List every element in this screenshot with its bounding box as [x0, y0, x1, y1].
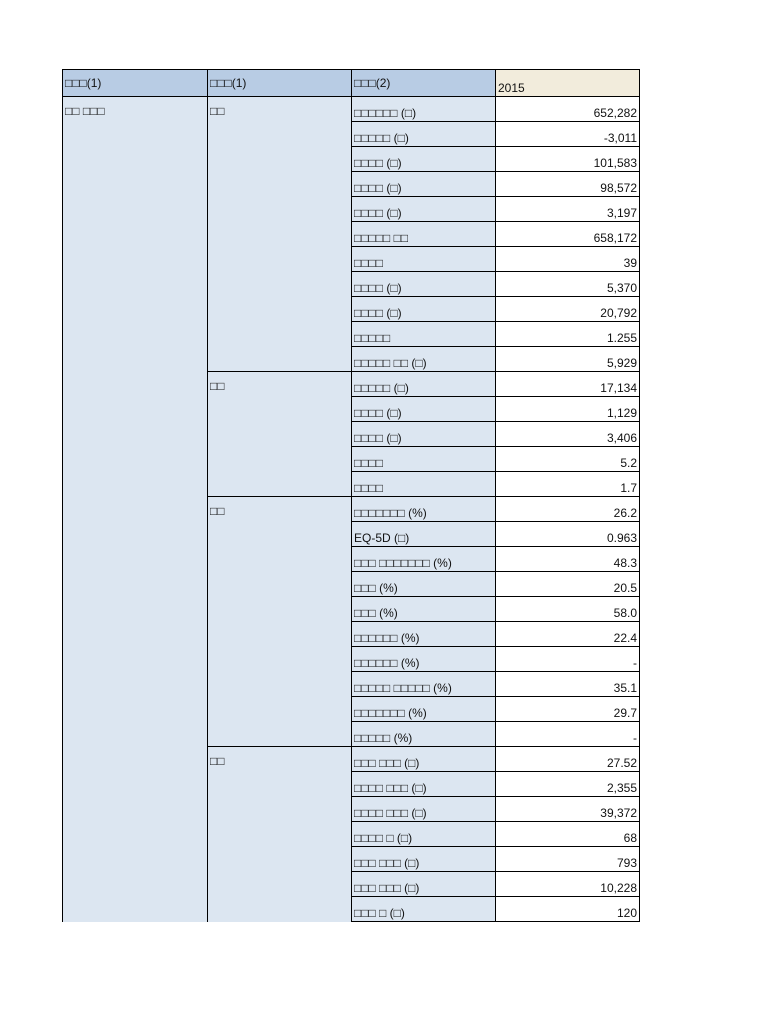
header-col3[interactable]: □□□(2)	[352, 70, 496, 97]
item-label-cell[interactable]: □□□□□ (□)	[352, 122, 496, 147]
item-label-cell[interactable]: □□□□	[352, 472, 496, 497]
item-label-cell[interactable]: □□□□□ □□□□□ (%)	[352, 672, 496, 697]
value-cell[interactable]: 3,197	[496, 197, 640, 222]
item-label-cell[interactable]: □□□ □□□□□□□ (%)	[352, 547, 496, 572]
header-col1[interactable]: □□□(1)	[63, 70, 208, 97]
value-cell[interactable]: 120	[496, 897, 640, 922]
category-cell[interactable]: □□	[208, 497, 352, 747]
value-cell[interactable]: 10,228	[496, 872, 640, 897]
value-cell[interactable]: -	[496, 647, 640, 672]
item-label-cell[interactable]: □□□□□□ (%)	[352, 647, 496, 672]
item-label-cell[interactable]: □□□ (%)	[352, 597, 496, 622]
item-label-cell[interactable]: □□□□	[352, 447, 496, 472]
value-cell[interactable]: 2,355	[496, 772, 640, 797]
value-cell[interactable]: 27.52	[496, 747, 640, 772]
region-cell[interactable]: □□ □□□	[63, 97, 208, 922]
value-cell[interactable]: 17,134	[496, 372, 640, 397]
item-label-cell[interactable]: □□□□□ □□	[352, 222, 496, 247]
item-label-cell[interactable]: □□□□□□□ (%)	[352, 497, 496, 522]
category-cell[interactable]: □□	[208, 97, 352, 372]
value-cell[interactable]: 58.0	[496, 597, 640, 622]
item-label-cell[interactable]: □□□□ □□□ (□)	[352, 772, 496, 797]
item-label-cell[interactable]: □□□ □□□ (□)	[352, 747, 496, 772]
value-cell[interactable]: 5,370	[496, 272, 640, 297]
item-label-cell[interactable]: □□□□□ □□ (□)	[352, 347, 496, 372]
header-year[interactable]: 2015	[496, 70, 640, 97]
spreadsheet	[62, 69, 640, 922]
value-cell[interactable]: 101,583	[496, 147, 640, 172]
item-label-cell[interactable]: □□□□ (□)	[352, 172, 496, 197]
value-cell[interactable]: 652,282	[496, 97, 640, 122]
item-label-cell[interactable]: □□□□ (□)	[352, 422, 496, 447]
value-cell[interactable]: 98,572	[496, 172, 640, 197]
item-label-cell[interactable]: □□□□ (□)	[352, 297, 496, 322]
item-label-cell[interactable]: □□□ □□□ (□)	[352, 847, 496, 872]
item-label-cell[interactable]: □□□□ (□)	[352, 197, 496, 222]
value-cell[interactable]: 20.5	[496, 572, 640, 597]
item-label-cell[interactable]: EQ-5D (□)	[352, 522, 496, 547]
item-label-cell[interactable]: □□□□□□ (□)	[352, 97, 496, 122]
item-label-cell[interactable]: □□□□□	[352, 322, 496, 347]
table-row	[63, 97, 640, 122]
item-label-cell[interactable]: □□□□□□□ (%)	[352, 697, 496, 722]
value-cell[interactable]: 29.7	[496, 697, 640, 722]
table-body	[63, 97, 640, 922]
value-cell[interactable]: 3,406	[496, 422, 640, 447]
item-label-cell[interactable]: □□□□	[352, 247, 496, 272]
value-cell[interactable]: 658,172	[496, 222, 640, 247]
item-label-cell[interactable]: □□□□ □□□ (□)	[352, 797, 496, 822]
value-cell[interactable]: 1,129	[496, 397, 640, 422]
value-cell[interactable]: 1.255	[496, 322, 640, 347]
value-cell[interactable]: 35.1	[496, 672, 640, 697]
item-label-cell[interactable]: □□□□ (□)	[352, 397, 496, 422]
value-cell[interactable]: -3,011	[496, 122, 640, 147]
item-label-cell[interactable]: □□□□□ (%)	[352, 722, 496, 747]
value-cell[interactable]: 39	[496, 247, 640, 272]
value-cell[interactable]: 39,372	[496, 797, 640, 822]
value-cell[interactable]: 793	[496, 847, 640, 872]
header-col2[interactable]: □□□(1)	[208, 70, 352, 97]
value-cell[interactable]: 26.2	[496, 497, 640, 522]
item-label-cell[interactable]: □□□□□□ (%)	[352, 622, 496, 647]
item-label-cell[interactable]: □□□ (%)	[352, 572, 496, 597]
header-row	[63, 70, 640, 97]
item-label-cell[interactable]: □□□ □ (□)	[352, 897, 496, 922]
value-cell[interactable]: 20,792	[496, 297, 640, 322]
value-cell[interactable]: 22.4	[496, 622, 640, 647]
value-cell[interactable]: 0.963	[496, 522, 640, 547]
value-cell[interactable]: 5,929	[496, 347, 640, 372]
category-cell[interactable]: □□	[208, 747, 352, 922]
value-cell[interactable]: 5.2	[496, 447, 640, 472]
statistics-table	[62, 69, 640, 922]
value-cell[interactable]: -	[496, 722, 640, 747]
item-label-cell[interactable]: □□□□ □ (□)	[352, 822, 496, 847]
value-cell[interactable]: 1.7	[496, 472, 640, 497]
item-label-cell[interactable]: □□□□□ (□)	[352, 372, 496, 397]
value-cell[interactable]: 48.3	[496, 547, 640, 572]
category-cell[interactable]: □□	[208, 372, 352, 497]
item-label-cell[interactable]: □□□□ (□)	[352, 147, 496, 172]
item-label-cell[interactable]: □□□ □□□ (□)	[352, 872, 496, 897]
item-label-cell[interactable]: □□□□ (□)	[352, 272, 496, 297]
value-cell[interactable]: 68	[496, 822, 640, 847]
